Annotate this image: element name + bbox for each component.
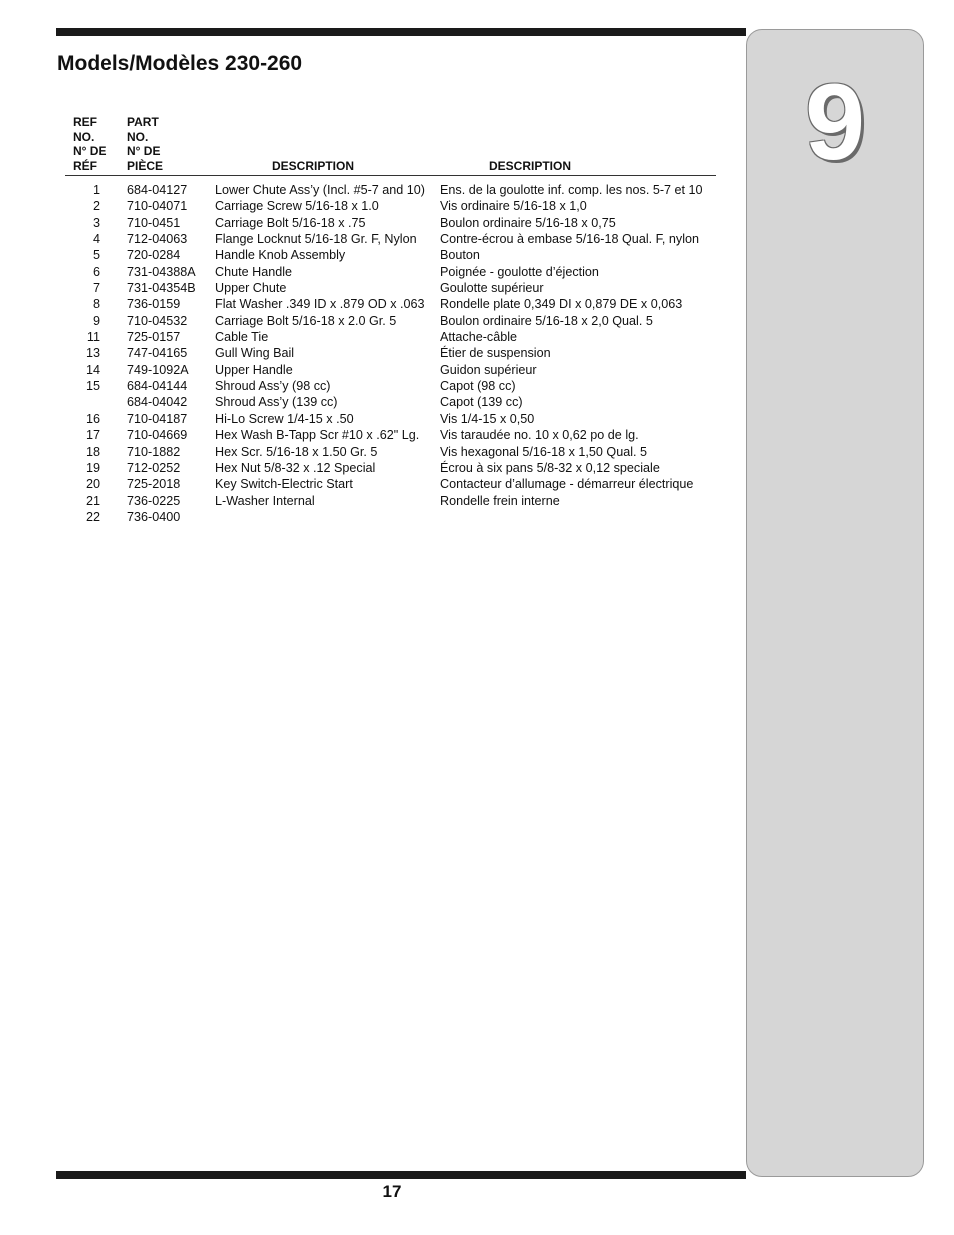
description-en-cell: Hi-Lo Screw 1/4-15 x .50 <box>215 411 354 426</box>
part-number-cell: 710-04532 <box>127 313 188 328</box>
description-en-cell: Shroud Ass’y (139 cc) <box>215 395 338 410</box>
ref-cell: 3 <box>92 215 100 230</box>
section-tab <box>746 29 924 1177</box>
description-en-cell: Hex Wash B-Tapp Scr #10 x .62" Lg. <box>215 428 420 443</box>
table-row <box>65 215 716 231</box>
ref-cell: 6 <box>92 264 100 279</box>
header-ref: REF NO. N° DE RÉF <box>73 115 107 173</box>
description-fr-cell: Capot (98 cc) <box>440 379 516 394</box>
ref-cell: 9 <box>92 313 100 328</box>
part-number-cell: 710-1882 <box>127 444 181 459</box>
table-row <box>65 247 716 263</box>
table-row <box>65 198 716 214</box>
table-row <box>65 444 716 460</box>
ref-cell: 19 <box>85 460 100 475</box>
part-number-cell: 725-0157 <box>127 330 181 345</box>
bottom-rule <box>56 1171 746 1179</box>
part-number-cell: 731-04388A <box>127 264 196 279</box>
table-row <box>65 509 716 525</box>
description-fr-cell: Ens. de la goulotte inf. comp. les nos. 5-7 et 10 <box>440 183 703 197</box>
part-number-cell: 736-0225 <box>127 493 181 508</box>
table-row <box>65 280 716 296</box>
part-number-cell: 712-04063 <box>127 232 188 247</box>
ref-cell: 17 <box>85 428 100 443</box>
description-fr-cell: Goulotte supérieur <box>440 281 544 296</box>
description-en-cell: Gull Wing Bail <box>215 346 295 361</box>
description-en-cell: Upper Handle <box>215 362 293 377</box>
description-en-cell: Shroud Ass’y (98 cc) <box>215 379 331 394</box>
table-row <box>65 182 716 198</box>
description-en-cell: Handle Knob Assembly <box>215 248 346 263</box>
ref-cell: 4 <box>92 232 100 247</box>
parts-table-header <box>65 115 716 176</box>
description-en-cell: Chute Handle <box>215 264 293 279</box>
description-en-cell: Lower Chute Ass’y (Incl. #5-7 and 10) <box>215 183 426 197</box>
ref-cell: 21 <box>85 493 100 508</box>
description-en-cell: Carriage Bolt 5/16-18 x .75 <box>215 215 366 230</box>
description-fr-cell: Vis ordinaire 5/16-18 x 1,0 <box>440 199 587 214</box>
table-row <box>65 231 716 247</box>
description-en-cell: Carriage Bolt 5/16-18 x 2.0 Gr. 5 <box>215 313 397 328</box>
description-fr-cell: Contacteur d’allumage - démarreur électrique <box>440 477 694 492</box>
table-row <box>65 493 716 509</box>
ref-cell: 8 <box>92 297 100 312</box>
table-row <box>65 394 716 410</box>
description-en-cell: Hex Scr. 5/16-18 x 1.50 Gr. 5 <box>215 444 378 459</box>
ref-cell: 20 <box>85 477 100 492</box>
description-fr-cell: Rondelle frein interne <box>440 493 560 508</box>
part-number-cell: 684-04127 <box>127 183 188 197</box>
table-row <box>65 296 716 312</box>
header-part: PART NO. N° DE PIÈCE <box>127 115 164 173</box>
ref-cell: 16 <box>85 411 100 426</box>
ref-cell: 2 <box>92 199 100 214</box>
part-number-cell: 710-0451 <box>127 215 181 230</box>
ref-cell: 22 <box>85 509 100 524</box>
description-fr-cell: Écrou à six pans 5/8-32 x 0,12 speciale <box>440 460 660 475</box>
description-fr-cell: Vis taraudée no. 10 x 0,62 po de lg. <box>440 428 639 443</box>
ref-cell: 7 <box>92 281 100 296</box>
ref-cell: 14 <box>85 362 100 377</box>
description-fr-cell: Poignée - goulotte d’éjection <box>440 264 599 279</box>
description-fr-cell: Vis 1/4-15 x 0,50 <box>440 411 535 426</box>
header-description-en: DESCRIPTION <box>272 159 355 173</box>
table-row <box>65 378 716 394</box>
description-en-cell: Flat Washer .349 ID x .879 OD x .063 <box>215 297 425 312</box>
part-number-cell: 710-04071 <box>127 199 188 214</box>
part-number-cell: 684-04144 <box>127 379 188 394</box>
ref-cell: 1 <box>92 183 100 197</box>
parts-table-body <box>65 182 716 525</box>
description-en-cell: Cable Tie <box>215 330 269 345</box>
page-number: 17 <box>382 1182 402 1201</box>
description-en-cell: Key Switch-Electric Start <box>215 477 353 492</box>
description-en-cell: Upper Chute <box>215 281 287 296</box>
part-number-cell: 712-0252 <box>127 460 181 475</box>
table-row <box>65 411 716 427</box>
description-fr-cell: Boulon ordinaire 5/16-18 x 2,0 Qual. 5 <box>440 313 653 328</box>
part-number-cell: 725-2018 <box>127 477 181 492</box>
part-number-cell: 749-1092A <box>127 362 189 377</box>
description-fr-cell: Rondelle plate 0,349 DI x 0,879 DE x 0,063 <box>440 297 683 312</box>
part-number-cell: 747-04165 <box>127 346 188 361</box>
table-row <box>65 460 716 476</box>
page-title: Models/Modèles 230-260 <box>57 52 303 75</box>
part-number-cell: 736-0159 <box>127 297 181 312</box>
header-description-fr: DESCRIPTION <box>489 159 572 173</box>
table-row <box>65 313 716 329</box>
part-number-cell: 720-0284 <box>127 248 181 263</box>
ref-cell: 5 <box>92 248 100 263</box>
description-fr-cell: Vis hexagonal 5/16-18 x 1,50 Qual. 5 <box>440 444 648 459</box>
part-number-cell: 710-04669 <box>127 428 188 443</box>
part-number-cell: 736-0400 <box>127 509 181 524</box>
section-number: 9 <box>804 61 866 182</box>
ref-cell: 18 <box>85 444 100 459</box>
description-fr-cell: Bouton <box>440 248 480 263</box>
description-fr-cell: Guidon supérieur <box>440 362 537 377</box>
table-row <box>65 476 716 492</box>
part-number-cell: 684-04042 <box>127 395 188 410</box>
description-fr-cell: Attache-câble <box>440 330 518 345</box>
description-fr-cell: Capot (139 cc) <box>440 395 523 410</box>
description-en-cell: Carriage Screw 5/16-18 x 1.0 <box>215 199 379 214</box>
table-row <box>65 329 716 345</box>
table-row <box>65 345 716 361</box>
ref-cell: 15 <box>85 379 100 394</box>
description-fr-cell: Étier de suspension <box>440 346 551 361</box>
description-fr-cell: Boulon ordinaire 5/16-18 x 0,75 <box>440 215 616 230</box>
description-fr-cell: Contre-écrou à embase 5/16-18 Qual. F, nylon <box>440 232 700 247</box>
table-row <box>65 264 716 280</box>
part-number-cell: 731-04354B <box>127 281 196 296</box>
table-row <box>65 362 716 378</box>
top-rule <box>56 28 746 36</box>
ref-cell: 11 <box>86 330 100 345</box>
table-row <box>65 427 716 443</box>
description-en-cell: L-Washer Internal <box>215 493 315 508</box>
description-en-cell: Flange Locknut 5/16-18 Gr. F, Nylon <box>215 232 417 247</box>
ref-cell: 13 <box>85 346 100 361</box>
part-number-cell: 710-04187 <box>127 411 188 426</box>
description-en-cell: Hex Nut 5/8-32 x .12 Special <box>215 460 376 475</box>
